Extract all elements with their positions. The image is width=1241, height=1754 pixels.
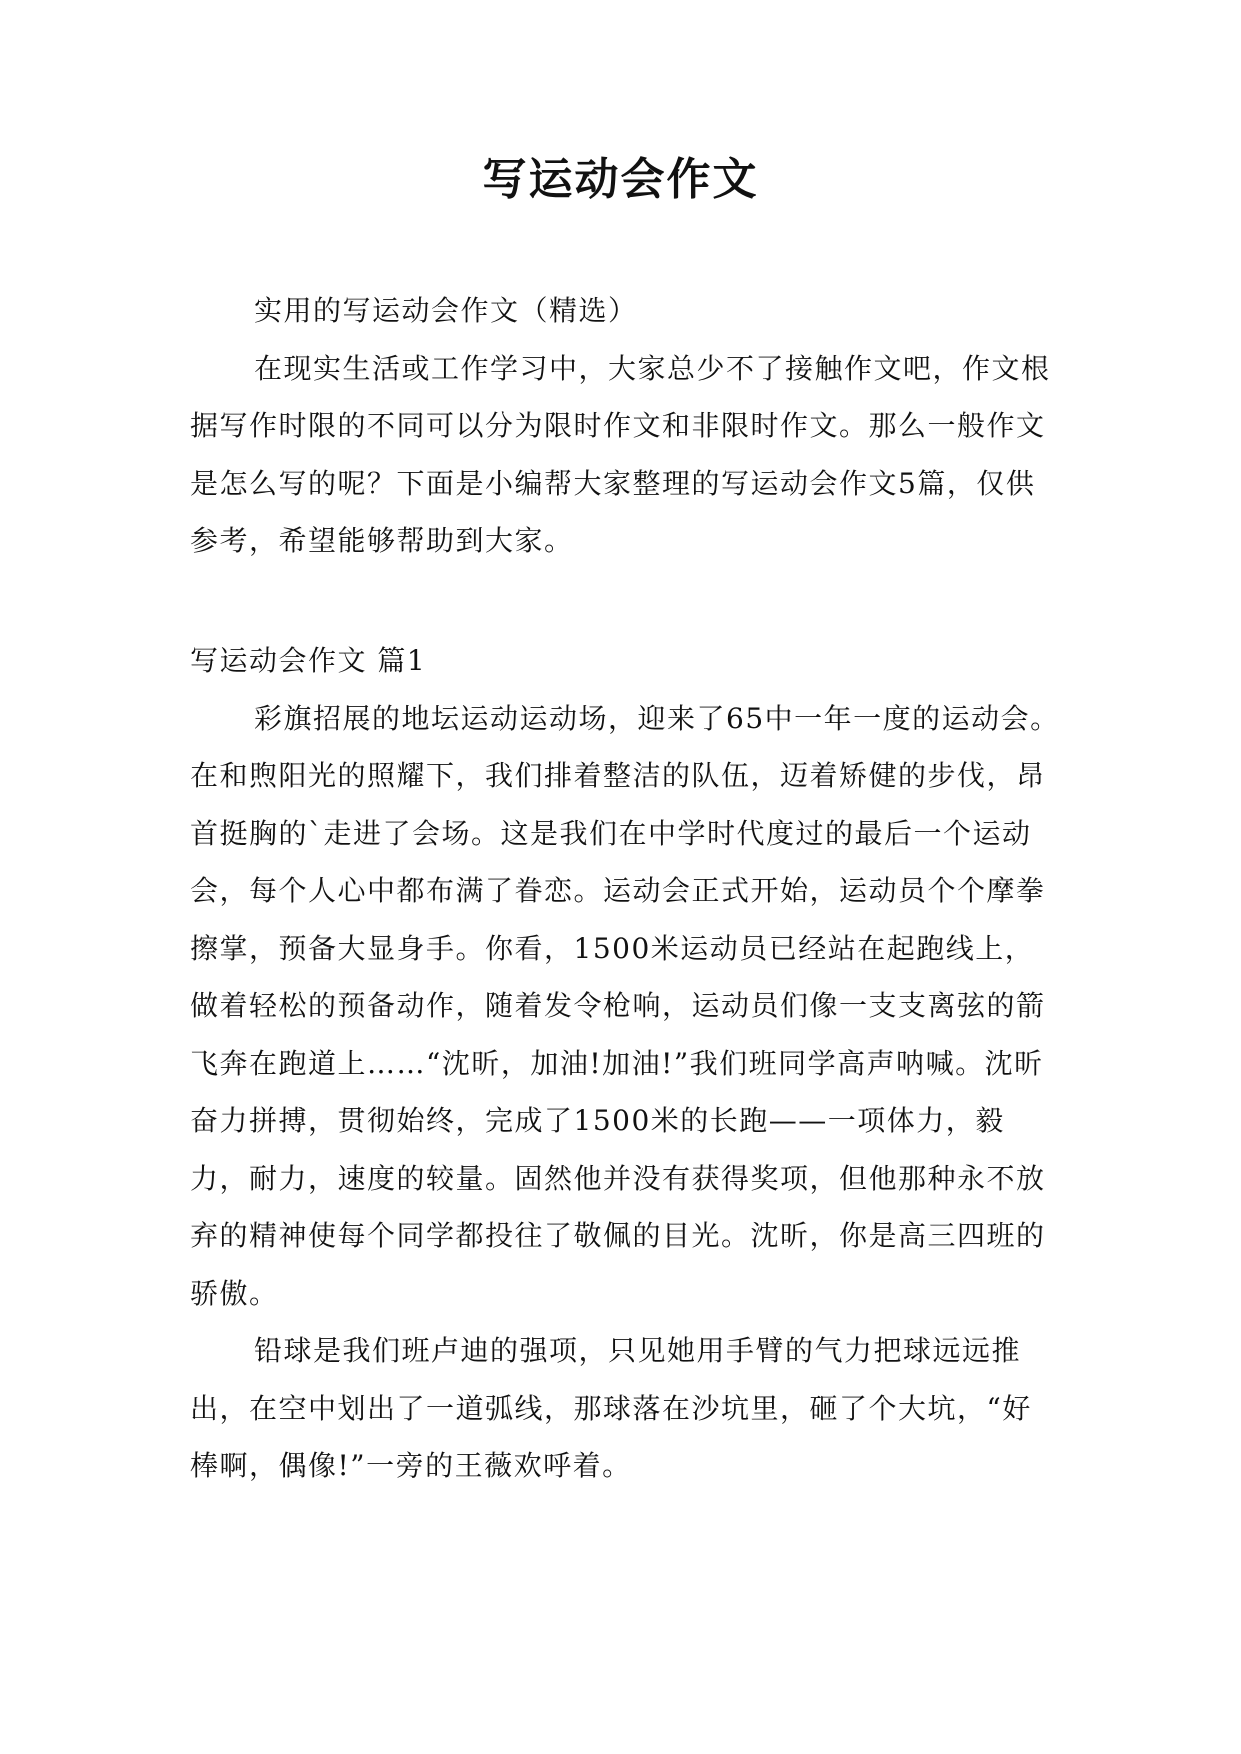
intro-block [190, 282, 1060, 570]
intro-subtitle: 实用的写运动会作文（精选） [254, 294, 638, 327]
section-1 [190, 632, 1060, 1495]
section-paragraph: 彩旗招展的地坛运动运动场，迎来了65中一年一度的运动会。在和煦阳光的照耀下，我们排着整洁的队伍，迈着矫健的步伐，昂首挺胸的`走进了会场。这是我们在中学时代度过的最后一个运动会，每个人心中都布满了眷恋。运动会正式开始，运动员个个摩拳擦掌，预备大显身手。你看，1500米运动员已经站在起跑线上，做着轻松的预备动作，随着发令枪响，运动员们像一支支离弦的箭飞奔在跑道上……“沈昕，加油!加油!”我们班同学高声呐喊。沈昕奋力拼搏，贯彻始终，完成了1500米的长跑——一项体力，毅力，耐力，速度的较量。固然他并没有获得奖项，但他那种永不放弃的精神使每个同学都投往了敬佩的目光。沈昕，你是高三四班的骄傲。 [190, 701, 1060, 1310]
section-heading: 写运动会作文 篇1 [190, 644, 427, 677]
document-title: 写运动会作文 [482, 154, 759, 205]
intro-paragraph: 在现实生活或工作学习中，大家总少不了接触作文吧，作文根据写作时限的不同可以分为限时作文和非限时作文。那么一般作文是怎么写的呢？下面是小编帮大家整理的写运动会作文5篇，仅供参考，希望能够帮助到大家。 [190, 351, 1051, 557]
section-paragraph: 铅球是我们班卢迪的强项，只见她用手臂的气力把球远远推出，在空中划出了一道弧线，那球落在沙坑里，砸了个大坑，“好棒啊，偶像!”一旁的王薇欢呼着。 [190, 1334, 1032, 1482]
